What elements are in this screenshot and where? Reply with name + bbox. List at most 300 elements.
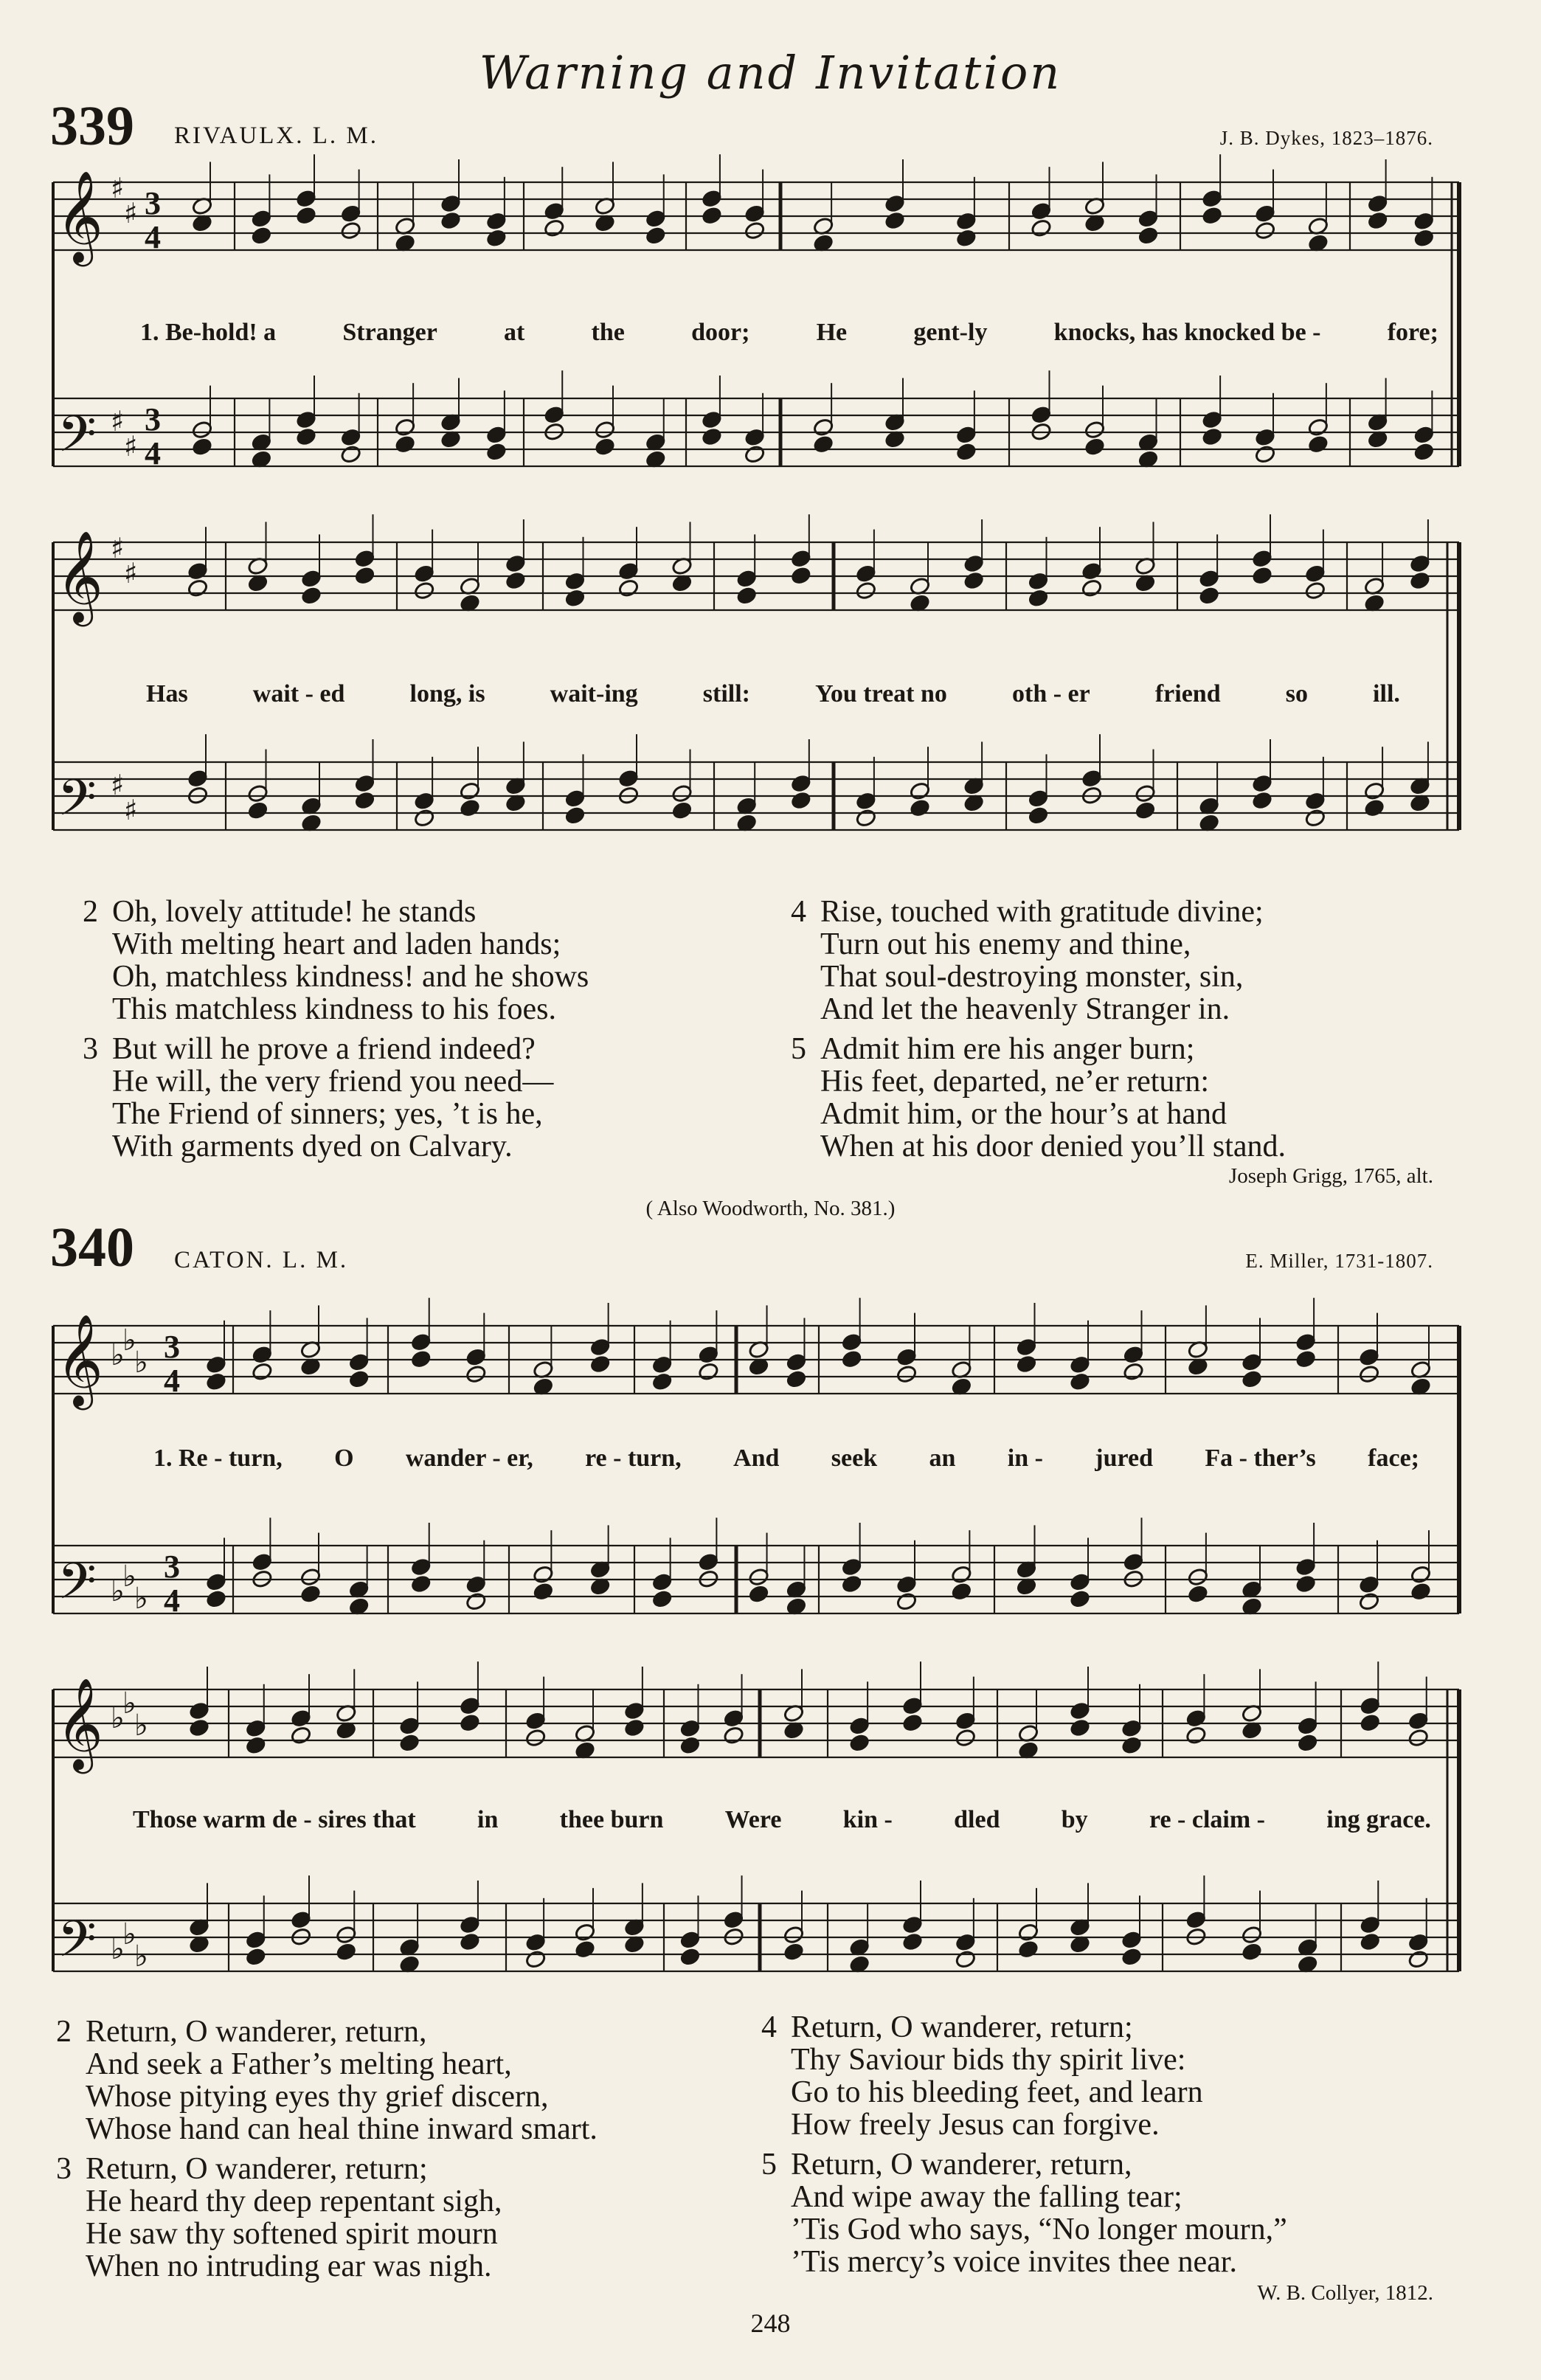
note-head: [410, 1332, 432, 1352]
note-head: [187, 578, 208, 598]
note-head: [459, 1915, 480, 1934]
lyric-word: in -: [1007, 1445, 1043, 1472]
note-head: [245, 1930, 266, 1949]
note-head: [205, 1589, 226, 1608]
note-head: [963, 776, 984, 795]
note-head: [701, 427, 722, 446]
note-head: [1407, 1933, 1429, 1952]
note-head: [1413, 425, 1435, 444]
note-head: [1031, 422, 1052, 441]
note-head: [1254, 428, 1275, 447]
note-head: [783, 1720, 804, 1740]
note-head: [245, 1947, 266, 1966]
note-head: [564, 789, 586, 808]
note-head: [1135, 556, 1156, 575]
note-head: [671, 800, 693, 820]
note-head: [955, 229, 977, 248]
lyric-word: kin -: [842, 1806, 893, 1833]
note-head: [645, 209, 666, 228]
note-head: [786, 1597, 807, 1616]
verses-340-right: [761, 2011, 1455, 2278]
note-head: [786, 1369, 807, 1388]
sharp-icon: ♯: [111, 405, 125, 437]
note-head: [1363, 576, 1385, 595]
note-head: [398, 1733, 420, 1752]
note-head: [1084, 213, 1105, 232]
note-head: [1084, 437, 1105, 456]
flat-icon: ♭: [134, 1346, 148, 1380]
note-head: [1201, 410, 1222, 429]
flat-icon: ♭: [122, 1324, 136, 1357]
lyrics-339-line-2: [146, 680, 1400, 708]
note-head: [1304, 792, 1326, 811]
note-head: [340, 204, 361, 223]
note-head: [1413, 229, 1435, 248]
note-head: [485, 212, 507, 231]
note-head: [188, 1917, 209, 1937]
note-head: [1198, 796, 1219, 815]
note-head: [1304, 809, 1326, 828]
note-head: [786, 1580, 807, 1599]
note-head: [300, 586, 322, 605]
lyric-word: re - claim -: [1149, 1806, 1265, 1833]
note-head: [247, 783, 269, 803]
note-head: [245, 1736, 266, 1755]
note-head: [951, 1377, 972, 1396]
note-head: [336, 1942, 357, 1961]
note-head: [295, 427, 316, 446]
lyric-word: still:: [702, 680, 750, 708]
note-head: [955, 1933, 976, 1952]
note-head: [300, 569, 322, 588]
note-head: [1187, 1584, 1208, 1603]
flat-icon: ♭: [111, 1338, 125, 1372]
note-head: [191, 420, 212, 439]
note-head: [698, 1362, 719, 1381]
note-head: [955, 442, 977, 461]
note-head: [1295, 1332, 1316, 1352]
verse-5: 5 Return, O wanderer, return, And wipe away the falling tear; ’Tis God who says, “No longer mourn,” ’Tis mercy’s voice invites thee near.: [761, 2148, 1287, 2279]
note-head: [1121, 1736, 1142, 1755]
note-head: [963, 554, 984, 573]
note-head: [1185, 1927, 1207, 1946]
note-head: [1358, 1592, 1379, 1611]
note-head: [1201, 206, 1222, 225]
note-head: [589, 1577, 611, 1596]
note-head: [1297, 1954, 1318, 1973]
note-head: [187, 769, 208, 788]
verse-4: 4 Return, O wanderer, return; Thy Saviour bids thy spirit live: Go to his bleeding feet, and learn How freely Jesus can forgive.: [761, 2010, 1203, 2142]
note-head: [1028, 806, 1049, 825]
sharp-icon: ♯: [124, 430, 138, 463]
note-head: [1295, 1574, 1316, 1594]
verses-339-right: [791, 896, 1455, 1163]
note-head: [410, 1349, 432, 1369]
note-head: [295, 189, 316, 208]
verse-5: 5 Admit him ere his anger burn; His feet, departed, ne’er return: Admit him, or the hour’s at hand When at his door denied you’ll stand.: [791, 1032, 1287, 1163]
note-head: [744, 221, 765, 240]
note-head: [783, 1703, 804, 1723]
note-head: [1123, 1569, 1144, 1588]
note-head: [736, 813, 758, 832]
note-head: [290, 1927, 311, 1946]
time-signature-top: 3: [145, 401, 161, 437]
note-head: [1121, 1930, 1142, 1949]
note-head: [617, 769, 639, 788]
note-head: [1358, 1364, 1379, 1383]
note-head: [1017, 1940, 1039, 1959]
note-head: [440, 429, 461, 449]
note-head: [1081, 578, 1102, 598]
lyric-word: an: [929, 1445, 956, 1472]
note-head: [1254, 204, 1275, 223]
note-head: [783, 1942, 804, 1961]
note-head: [1360, 1932, 1381, 1951]
note-head: [594, 213, 615, 232]
tune-name-340: CATON. L. M.: [174, 1247, 349, 1273]
note-head: [348, 1597, 370, 1616]
lyric-word: wait-ing: [550, 680, 638, 708]
note-head: [645, 449, 666, 468]
note-head: [574, 1923, 595, 1942]
note-head: [1185, 1709, 1207, 1728]
note-head: [901, 1713, 923, 1732]
time-signature-bottom: 4: [145, 219, 161, 255]
lyric-word: And: [733, 1445, 780, 1472]
note-head: [841, 1332, 862, 1352]
note-head: [901, 1696, 923, 1715]
note-head: [1081, 786, 1102, 805]
note-head: [1360, 1713, 1381, 1732]
note-head: [812, 233, 834, 252]
note-head: [651, 1372, 673, 1391]
note-head: [1121, 1947, 1142, 1966]
note-head: [909, 593, 930, 612]
note-head: [679, 1736, 701, 1755]
note-head: [848, 1954, 870, 1973]
note-head: [963, 793, 984, 812]
note-head: [252, 1345, 273, 1364]
note-head: [1187, 1357, 1208, 1376]
note-head: [701, 189, 722, 208]
section-title: Warning and Invitation: [479, 46, 1062, 100]
note-head: [812, 435, 834, 454]
lyric-word: wait - ed: [252, 680, 345, 708]
note-head: [1016, 1338, 1037, 1357]
note-head: [1028, 589, 1049, 608]
note-head: [188, 1701, 209, 1720]
note-head: [1201, 427, 1222, 446]
note-head: [251, 432, 272, 452]
note-head: [1241, 1720, 1262, 1740]
note-head: [645, 226, 666, 245]
note-head: [1413, 212, 1435, 231]
note-head: [187, 786, 208, 805]
note-head: [679, 1719, 701, 1738]
time-signature-bottom: 4: [164, 1363, 180, 1399]
flat-icon: ♭: [111, 1701, 125, 1735]
note-head: [617, 561, 639, 581]
note-head: [564, 806, 586, 825]
note-head: [348, 1580, 370, 1599]
hymn-number-340: 340: [50, 1217, 134, 1279]
sharp-icon: ♯: [111, 172, 125, 204]
note-head: [679, 1947, 701, 1966]
note-head: [848, 1716, 870, 1735]
note-head: [1031, 201, 1052, 221]
note-head: [1304, 564, 1326, 583]
flat-icon: ♭: [111, 1574, 125, 1608]
note-head: [205, 1572, 226, 1591]
lyric-word: at: [504, 319, 525, 346]
note-head: [589, 1355, 611, 1374]
note-head: [394, 418, 415, 437]
note-head: [955, 1950, 976, 1969]
note-head: [465, 1575, 487, 1594]
note-head: [901, 1932, 923, 1951]
note-head: [951, 1565, 972, 1584]
note-head: [1410, 1582, 1431, 1601]
note-head: [299, 1340, 321, 1359]
note-head: [723, 1927, 744, 1946]
note-head: [790, 549, 811, 568]
note-head: [855, 564, 876, 583]
note-head: [1307, 216, 1329, 235]
time-signature-bottom: 4: [145, 435, 161, 471]
note-head: [1198, 569, 1219, 588]
note-head: [252, 1362, 273, 1381]
verse-2: 2 Return, O wanderer, return, And seek a Father’s melting heart, Whose pitying eyes thy grief discern, Whose hand can heal thine inward smart.: [56, 2015, 598, 2146]
note-head: [1069, 1934, 1090, 1954]
lyric-word: friend: [1154, 680, 1221, 708]
note-head: [1363, 593, 1385, 612]
note-head: [336, 1703, 357, 1723]
note-head: [651, 1572, 673, 1591]
note-head: [594, 420, 615, 439]
note-head: [485, 442, 507, 461]
note-head: [1241, 1925, 1262, 1944]
note-head: [1187, 1567, 1208, 1586]
note-head: [459, 1932, 480, 1951]
note-head: [544, 218, 565, 238]
note-head: [617, 578, 639, 598]
lyric-word: dled: [954, 1806, 1000, 1833]
note-head: [394, 216, 415, 235]
note-head: [459, 798, 480, 817]
note-head: [909, 798, 930, 817]
note-head: [1251, 566, 1272, 585]
note-head: [533, 1377, 554, 1396]
bass-clef-icon: 𝄢: [58, 406, 97, 476]
note-head: [841, 1349, 862, 1369]
note-head: [1358, 1575, 1379, 1594]
note-head: [295, 206, 316, 225]
note-head: [896, 1364, 917, 1383]
note-head: [533, 1582, 554, 1601]
note-head: [1241, 1942, 1262, 1961]
verses-339-left: [83, 896, 776, 1163]
note-head: [812, 418, 834, 437]
note-head: [1016, 1577, 1037, 1596]
lyrics-340-line-1: [153, 1445, 1419, 1473]
note-head: [1016, 1560, 1037, 1579]
treble-clef-icon: 𝄞: [56, 530, 103, 623]
composer-340: E. Miller, 1731-1807.: [1245, 1250, 1433, 1272]
time-signature-bottom: 4: [164, 1582, 180, 1619]
note-head: [812, 216, 834, 235]
note-head: [896, 1592, 917, 1611]
note-head: [623, 1701, 645, 1720]
note-head: [410, 1574, 432, 1594]
note-head: [1069, 1572, 1090, 1591]
note-head: [440, 412, 461, 432]
note-head: [413, 792, 434, 811]
lyric-word: O: [334, 1445, 354, 1472]
note-head: [354, 774, 375, 793]
note-head: [1297, 1937, 1318, 1957]
note-head: [348, 1369, 370, 1388]
note-head: [963, 571, 984, 590]
note-head: [1251, 549, 1272, 568]
lyric-word: face;: [1368, 1445, 1419, 1472]
note-head: [300, 796, 322, 815]
note-head: [410, 1557, 432, 1577]
note-head: [354, 791, 375, 810]
note-head: [1413, 442, 1435, 461]
note-head: [1410, 1377, 1431, 1396]
note-head: [723, 1709, 744, 1728]
note-head: [398, 1716, 420, 1735]
note-head: [698, 1552, 719, 1571]
note-head: [300, 813, 322, 832]
note-head: [1135, 783, 1156, 803]
note-head: [191, 437, 212, 456]
note-head: [1241, 1703, 1262, 1723]
note-head: [909, 781, 930, 800]
note-head: [1407, 1711, 1429, 1730]
note-head: [299, 1357, 321, 1376]
time-signature-top: 3: [145, 185, 161, 221]
note-head: [736, 569, 758, 588]
note-head: [1297, 1733, 1318, 1752]
note-head: [1031, 218, 1052, 238]
note-head: [485, 229, 507, 248]
flat-icon: ♭: [111, 1932, 125, 1966]
note-head: [623, 1718, 645, 1737]
note-head: [841, 1574, 862, 1594]
note-head: [1016, 1355, 1037, 1374]
note-head: [252, 1552, 273, 1571]
note-head: [1198, 586, 1219, 605]
note-head: [1295, 1557, 1316, 1577]
note-head: [736, 586, 758, 605]
note-head: [671, 573, 693, 592]
lyric-word: 1. Re - turn,: [153, 1445, 283, 1472]
note-head: [594, 196, 615, 215]
note-head: [748, 1357, 769, 1376]
note-head: [848, 1937, 870, 1957]
note-head: [1409, 554, 1430, 573]
note-head: [1254, 445, 1275, 464]
note-head: [1409, 571, 1430, 590]
note-head: [340, 221, 361, 240]
note-head: [1407, 1728, 1429, 1747]
note-head: [841, 1557, 862, 1577]
note-head: [1367, 429, 1388, 449]
note-head: [299, 1567, 321, 1586]
verse-4: 4 Rise, touched with gratitude divine; Turn out his enemy and thine, That soul-destroying monster, sin, And let the heavenly Stranger in.: [791, 895, 1264, 1026]
note-head: [413, 564, 434, 583]
note-head: [188, 1934, 209, 1954]
lyric-word: in: [477, 1806, 499, 1833]
note-head: [187, 561, 208, 581]
note-head: [398, 1937, 420, 1957]
note-head: [299, 1584, 321, 1603]
note-head: [1241, 1597, 1262, 1616]
note-head: [459, 781, 480, 800]
note-head: [191, 196, 212, 215]
note-head: [394, 435, 415, 454]
note-head: [247, 573, 269, 592]
note-head: [1295, 1349, 1316, 1369]
note-head: [505, 571, 526, 590]
note-head: [251, 449, 272, 468]
lyric-word: You treat no: [815, 680, 947, 708]
note-head: [1017, 1723, 1039, 1743]
note-head: [1360, 1696, 1381, 1715]
note-head: [701, 206, 722, 225]
lyric-word: knocks, has knocked be -: [1053, 319, 1321, 346]
verses-340-left: [56, 2016, 779, 2283]
note-head: [1137, 449, 1159, 468]
author-339: Joseph Grigg, 1765, alt.: [1228, 1164, 1433, 1188]
note-head: [783, 1925, 804, 1944]
lyric-word: Were: [724, 1806, 782, 1833]
note-head: [951, 1582, 972, 1601]
bass-clef-icon: 𝄢: [58, 1911, 97, 1981]
lyric-word: ill.: [1373, 680, 1400, 708]
note-head: [1123, 1362, 1144, 1381]
note-head: [1201, 189, 1222, 208]
note-head: [1017, 1923, 1039, 1942]
note-head: [723, 1726, 744, 1745]
flat-icon: ♭: [122, 1560, 136, 1594]
verse-2: 2 Oh, lovely attitude! he stands With melting heart and laden hands; Oh, matchless kindness! and he shows This matchless kindness to his foes.: [83, 895, 589, 1026]
note-head: [1069, 1355, 1090, 1374]
note-head: [896, 1575, 917, 1594]
note-head: [855, 809, 876, 828]
note-head: [413, 581, 434, 600]
note-head: [1241, 1352, 1262, 1371]
lyric-word: re - turn,: [585, 1445, 682, 1472]
note-head: [786, 1352, 807, 1371]
lyric-word: oth - er: [1012, 680, 1090, 708]
note-head: [574, 1740, 595, 1760]
verse-3: 3 Return, O wanderer, return; He heard thy deep repentant sigh, He saw thy softened spirit mourn When no intruding ear was nigh.: [56, 2152, 502, 2283]
note-head: [1410, 1565, 1431, 1584]
note-head: [1304, 581, 1326, 600]
flat-icon: ♭: [134, 1940, 148, 1973]
note-head: [1307, 435, 1329, 454]
bass-clef-icon: 𝄢: [58, 769, 97, 840]
note-head: [1137, 209, 1159, 228]
note-head: [671, 556, 693, 575]
note-head: [1363, 781, 1385, 800]
note-head: [909, 576, 930, 595]
treble-clef-icon: 𝄞: [56, 1678, 103, 1770]
note-head: [247, 556, 269, 575]
flat-icon: ♭: [122, 1917, 136, 1951]
